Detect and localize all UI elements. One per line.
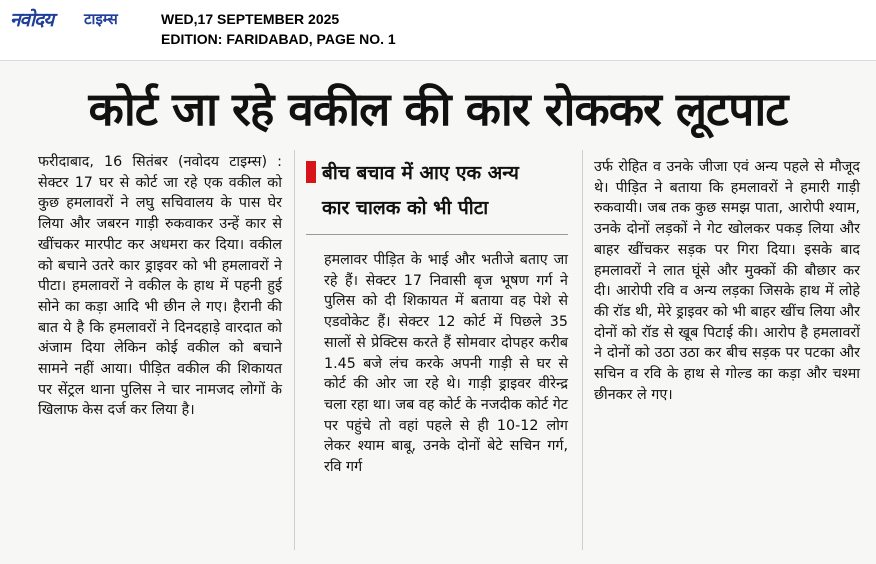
- article-paragraph: हमलावर पीड़ित के भाई और भतीजे बताए जा रहे हैं। सेक्टर 17 निवासी बृज भूषण गर्ग ने पुलिस को दी शिकायत में बताया वह पेशे से एडवोकेट हैं। सेक्टर 12 कोर्ट में पिछले 35 सालों से प्रेक्टिस करते हैं सोमवार दोपहर करीब 1.45 बजे लंच करके अपनी गाड़ी से घर से कोर्ट की ओर जा रहे थे। गाड़ी ड्राइवर वीरेन्द्र चला रहा था। जब वह कोर्ट के नजदीक कोर्ट गेट पर पहुंचे तो वहां पहले से ही 10-12 लोग लेकर श्याम बाबू, उनके दोनों बेटे सचिन गर्ग, रवि गर्ग: [324, 252, 568, 476]
- red-marker-icon: [306, 161, 316, 183]
- column-divider: [294, 150, 295, 550]
- edition-page: EDITION: FARIDABAD, PAGE NO. 1: [161, 31, 396, 47]
- edition-info: [161, 9, 396, 49]
- subheading-line: [306, 156, 568, 191]
- masthead-bar: [0, 0, 876, 60]
- issue-date: WED,17 SEPTEMBER 2025: [161, 11, 340, 27]
- newspaper-logo[interactable]: [10, 6, 140, 32]
- article-paragraph: फरीदाबाद, 16 सितंबर (नवोदय टाइम्स) : सेक्टर 17 घर से कोर्ट जा रहे एक वकील को कुछ हमलावरों ने लघु सचिवालय के पास घेर लिया और जबरन गाड़ी रुकवाकर उन्हें कार से खींचकर मारपीट कर अधमरा कर दिया। वकील को बचाने उतरे कार ड्राइवर को भी हमलावरों ने पीटा। हमलावरों ने वकील के हाथ में पहनी हुई सोने का कड़ा आदि भी छीन ले गए। हैरानी की बात ये है कि हमलावरों ने दिनदहाड़े वारदात को अंजाम दिया लेकिन कोई वकील को बचाने सामने नहीं आया। पीड़ित वकील की शिकायत पर सेंट्रल थाना पुलिस ने चार नामजद लोगों के खिलाफ केस दर्ज कर लिया है।: [38, 154, 282, 419]
- logo-main-text: नवोदय: [10, 9, 54, 31]
- article-subheading: [306, 156, 568, 226]
- subheading-rule: [306, 234, 568, 235]
- article-paragraph: उर्फ रोहित व उनके जीजा एवं अन्य पहले से मौजूद थे। पीड़ित ने बताया कि हमलावरों ने हमारी गाड़ी रुकवायी। जब तक कुछ समझ पाता, आरोपी श्याम, उनके दोनों लड़कों ने गेट खोलकर पकड़ लिया और बाहर खींचकर सड़क पर गिरा दिया। इसके बाद हमलावरों ने लात घूंसे और मुक्कों की बौछार कर दी। आरोपी रवि व अन्य लड़का जिसके हाथ में लोहे की रॉड थी, मेरे ड्राइवर को भी बाहर खींच लिया और दोनों को रॉड से खूब पिटाई की। आरोप है हमलावरों ने दोनों को उठा उठा कर बीच सड़क पर पटका और सचिन व रवि के हाथ से गोल्ड का कड़ा और चश्मा छीनकर ले गए।: [594, 159, 860, 403]
- column-divider: [582, 150, 583, 550]
- article-column-3: [594, 157, 860, 405]
- article-column-2: [306, 250, 568, 478]
- subheading-line-1: बीच बचाव में आए एक अन्य: [322, 162, 519, 184]
- article-column-1: [20, 152, 282, 421]
- article-headline: कोर्ट जा रहे वकील की कार रोककर लूटपाट: [88, 82, 788, 136]
- logo-sub-text: टाइम्स: [84, 10, 118, 28]
- subheading-line-2: कार चालक को भी पीटा: [322, 197, 489, 219]
